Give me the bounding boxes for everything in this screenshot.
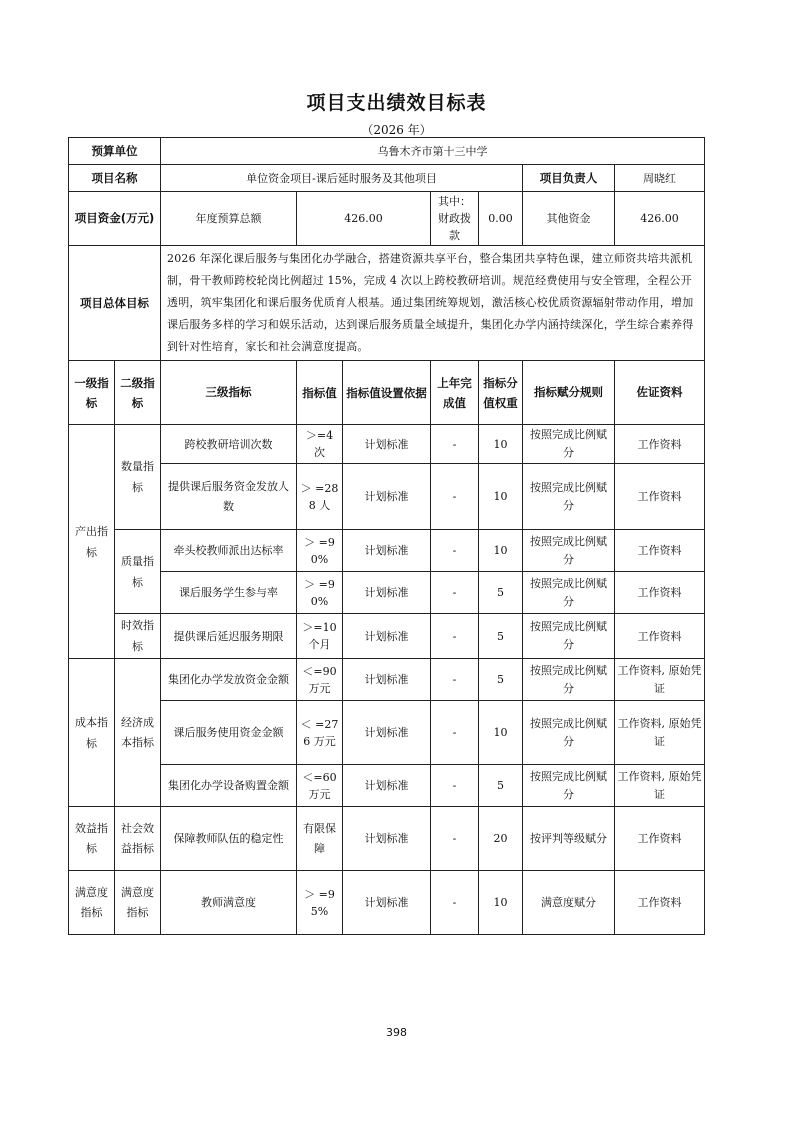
header-value: 指标值 [297, 361, 343, 425]
annual-budget-value: 426.00 [297, 192, 431, 246]
basis-cell: 计划标准 [343, 807, 431, 871]
budget-unit-value: 乌鲁木齐市第十三中学 [161, 138, 705, 165]
value-cell: 有限保障 [297, 807, 343, 871]
weight-cell: 10 [479, 425, 523, 464]
rule-cell: 按照完成比例赋分 [523, 614, 615, 659]
budget-unit-row [69, 138, 705, 165]
basis-cell: 计划标准 [343, 464, 431, 530]
prev-cell: - [431, 614, 479, 659]
funds-label: 项目资金(万元) [69, 192, 161, 246]
project-name-row [69, 165, 705, 192]
level3-cell: 提供课后延迟服务期限 [161, 614, 297, 659]
level3-cell: 课后服务学生参与率 [161, 572, 297, 614]
level3-cell: 牵头校教师派出达标率 [161, 530, 297, 572]
weight-cell: 10 [479, 530, 523, 572]
evidence-cell: 工作资料, 原始凭证 [615, 765, 705, 807]
basis-cell: 计划标准 [343, 614, 431, 659]
other-funds-amount: 426.00 [640, 212, 679, 225]
level3-cell: 教师满意度 [161, 871, 297, 935]
weight-cell: 20 [479, 807, 523, 871]
evidence-cell: 工作资料, 原始凭证 [615, 659, 705, 701]
rule-cell: 按照完成比例赋分 [523, 765, 615, 807]
page-number: 398 [386, 1026, 407, 1039]
header-rule: 指标赋分规则 [523, 361, 615, 425]
header-level2: 二级指标 [115, 361, 161, 425]
evidence-cell: 工作资料, 原始凭证 [615, 701, 705, 765]
level2-cell: 数量指标 [115, 425, 161, 530]
evidence-cell: 工作资料 [615, 464, 705, 530]
table-row [69, 425, 705, 464]
funds-row [69, 192, 705, 246]
fiscal-funds-value: 0.00 [479, 192, 523, 246]
table-row [69, 464, 705, 530]
basis-cell: 计划标准 [343, 659, 431, 701]
prev-cell: - [431, 530, 479, 572]
level1-cell: 成本指标 [69, 659, 115, 807]
rule-cell: 按照完成比例赋分 [523, 701, 615, 765]
other-funds-value [615, 192, 705, 246]
rule-cell: 按照完成比例赋分 [523, 659, 615, 701]
weight-cell: 10 [479, 464, 523, 530]
weight-cell: 10 [479, 701, 523, 765]
level1-cell: 满意度指标 [69, 871, 115, 935]
evidence-cell: 工作资料 [615, 530, 705, 572]
value-cell: ＜ =276 万元 [297, 701, 343, 765]
level1-cell: 效益指标 [69, 807, 115, 871]
value-cell: ＜=60 万元 [297, 765, 343, 807]
rule-cell: 按照完成比例赋分 [523, 464, 615, 530]
basis-cell: 计划标准 [343, 701, 431, 765]
prev-cell: - [431, 701, 479, 765]
value-cell: ＞ =90% [297, 572, 343, 614]
budget-unit-label: 预算单位 [69, 138, 161, 165]
table-row [69, 614, 705, 659]
prev-cell: - [431, 659, 479, 701]
basis-cell: 计划标准 [343, 530, 431, 572]
table-row [69, 871, 705, 935]
header-weight: 指标分值权重 [479, 361, 523, 425]
weight-cell: 5 [479, 765, 523, 807]
header-evidence: 佐证资料 [615, 361, 705, 425]
weight-cell: 5 [479, 572, 523, 614]
evidence-cell: 工作资料 [615, 425, 705, 464]
table-row [69, 530, 705, 572]
table-row [69, 572, 705, 614]
table-row [69, 807, 705, 871]
prev-cell: - [431, 765, 479, 807]
evidence-cell: 工作资料 [615, 614, 705, 659]
header-level3: 三级指标 [161, 361, 297, 425]
fiscal-funds-label: 其中：财政拨款 [431, 192, 479, 246]
goal-row [69, 246, 705, 361]
rule-cell: 按照完成比例赋分 [523, 425, 615, 464]
prev-cell: - [431, 807, 479, 871]
basis-cell: 计划标准 [343, 425, 431, 464]
project-name-value: 单位资金项目-课后延时服务及其他项目 [161, 165, 523, 192]
level3-cell: 保障教师队伍的稳定性 [161, 807, 297, 871]
page-title: 项目支出绩效目标表 [306, 92, 487, 114]
evidence-cell: 工作资料 [615, 807, 705, 871]
project-leader-value: 周晓红 [615, 165, 705, 192]
value-cell: ＜=90 万元 [297, 659, 343, 701]
table-row [69, 701, 705, 765]
basis-cell: 计划标准 [343, 871, 431, 935]
other-funds-label: 其他资金 [523, 192, 615, 246]
performance-table [68, 137, 705, 935]
value-cell: ＞=10 个月 [297, 614, 343, 659]
rule-cell: 满意度赋分 [523, 871, 615, 935]
header-row [69, 361, 705, 425]
weight-cell: 10 [479, 871, 523, 935]
level2-cell: 时效指标 [115, 614, 161, 659]
basis-cell: 计划标准 [343, 572, 431, 614]
level3-cell: 跨校教研培训次数 [161, 425, 297, 464]
weight-cell: 5 [479, 614, 523, 659]
level3-cell: 课后服务使用资金金额 [161, 701, 297, 765]
table-row [69, 659, 705, 701]
level2-cell: 社会效益指标 [115, 807, 161, 871]
project-leader-label: 项目负责人 [523, 165, 615, 192]
prev-cell: - [431, 464, 479, 530]
value-cell: ＞ =95% [297, 871, 343, 935]
goal-text: 2026 年深化课后服务与集团化办学融合，搭建资源共享平台，整合集团共享特色课，建立师资共培共派机制，骨干教师跨校轮岗比例超过 15%，完成 4 次以上跨校教研培训。规范经费使用与安全管理，全程公开透明，筑牢集团化和课后服务优质育人根基。通过集团统筹规划，激活核心校优质资源辐射带动作用，增加课后服务多样的学习和娱乐活动，达到课后服务质量全域提升，集团化办学内涵持续深化，学生综合素养得到针对性培育，家长和社会满意度提高。 [161, 246, 705, 361]
rule-cell: 按评判等级赋分 [523, 807, 615, 871]
annual-budget-label: 年度预算总额 [161, 192, 297, 246]
level1-cell: 产出指标 [69, 425, 115, 659]
level3-cell: 集团化办学设备购置金额 [161, 765, 297, 807]
project-name-label: 项目名称 [69, 165, 161, 192]
level2-cell: 经济成本指标 [115, 659, 161, 807]
rule-cell: 按照完成比例赋分 [523, 530, 615, 572]
header-prev: 上年完成值 [431, 361, 479, 425]
value-cell: ＞ =90% [297, 530, 343, 572]
goal-label: 项目总体目标 [69, 246, 161, 361]
prev-cell: - [431, 871, 479, 935]
basis-cell: 计划标准 [343, 765, 431, 807]
level2-cell: 满意度指标 [115, 871, 161, 935]
evidence-cell: 工作资料 [615, 572, 705, 614]
level3-cell: 集团化办学发放资金金额 [161, 659, 297, 701]
value-cell: ＞ =288 人 [297, 464, 343, 530]
value-cell: ＞=4 次 [297, 425, 343, 464]
evidence-cell: 工作资料 [615, 871, 705, 935]
level3-cell: 提供课后服务资金发放人数 [161, 464, 297, 530]
year-label: （2026 年） [361, 123, 432, 137]
weight-cell: 5 [479, 659, 523, 701]
rule-cell: 按照完成比例赋分 [523, 572, 615, 614]
table-row [69, 765, 705, 807]
level2-cell: 质量指标 [115, 530, 161, 614]
prev-cell: - [431, 425, 479, 464]
prev-cell: - [431, 572, 479, 614]
header-basis: 指标值设置依据 [343, 361, 431, 425]
header-level1: 一级指标 [69, 361, 115, 425]
